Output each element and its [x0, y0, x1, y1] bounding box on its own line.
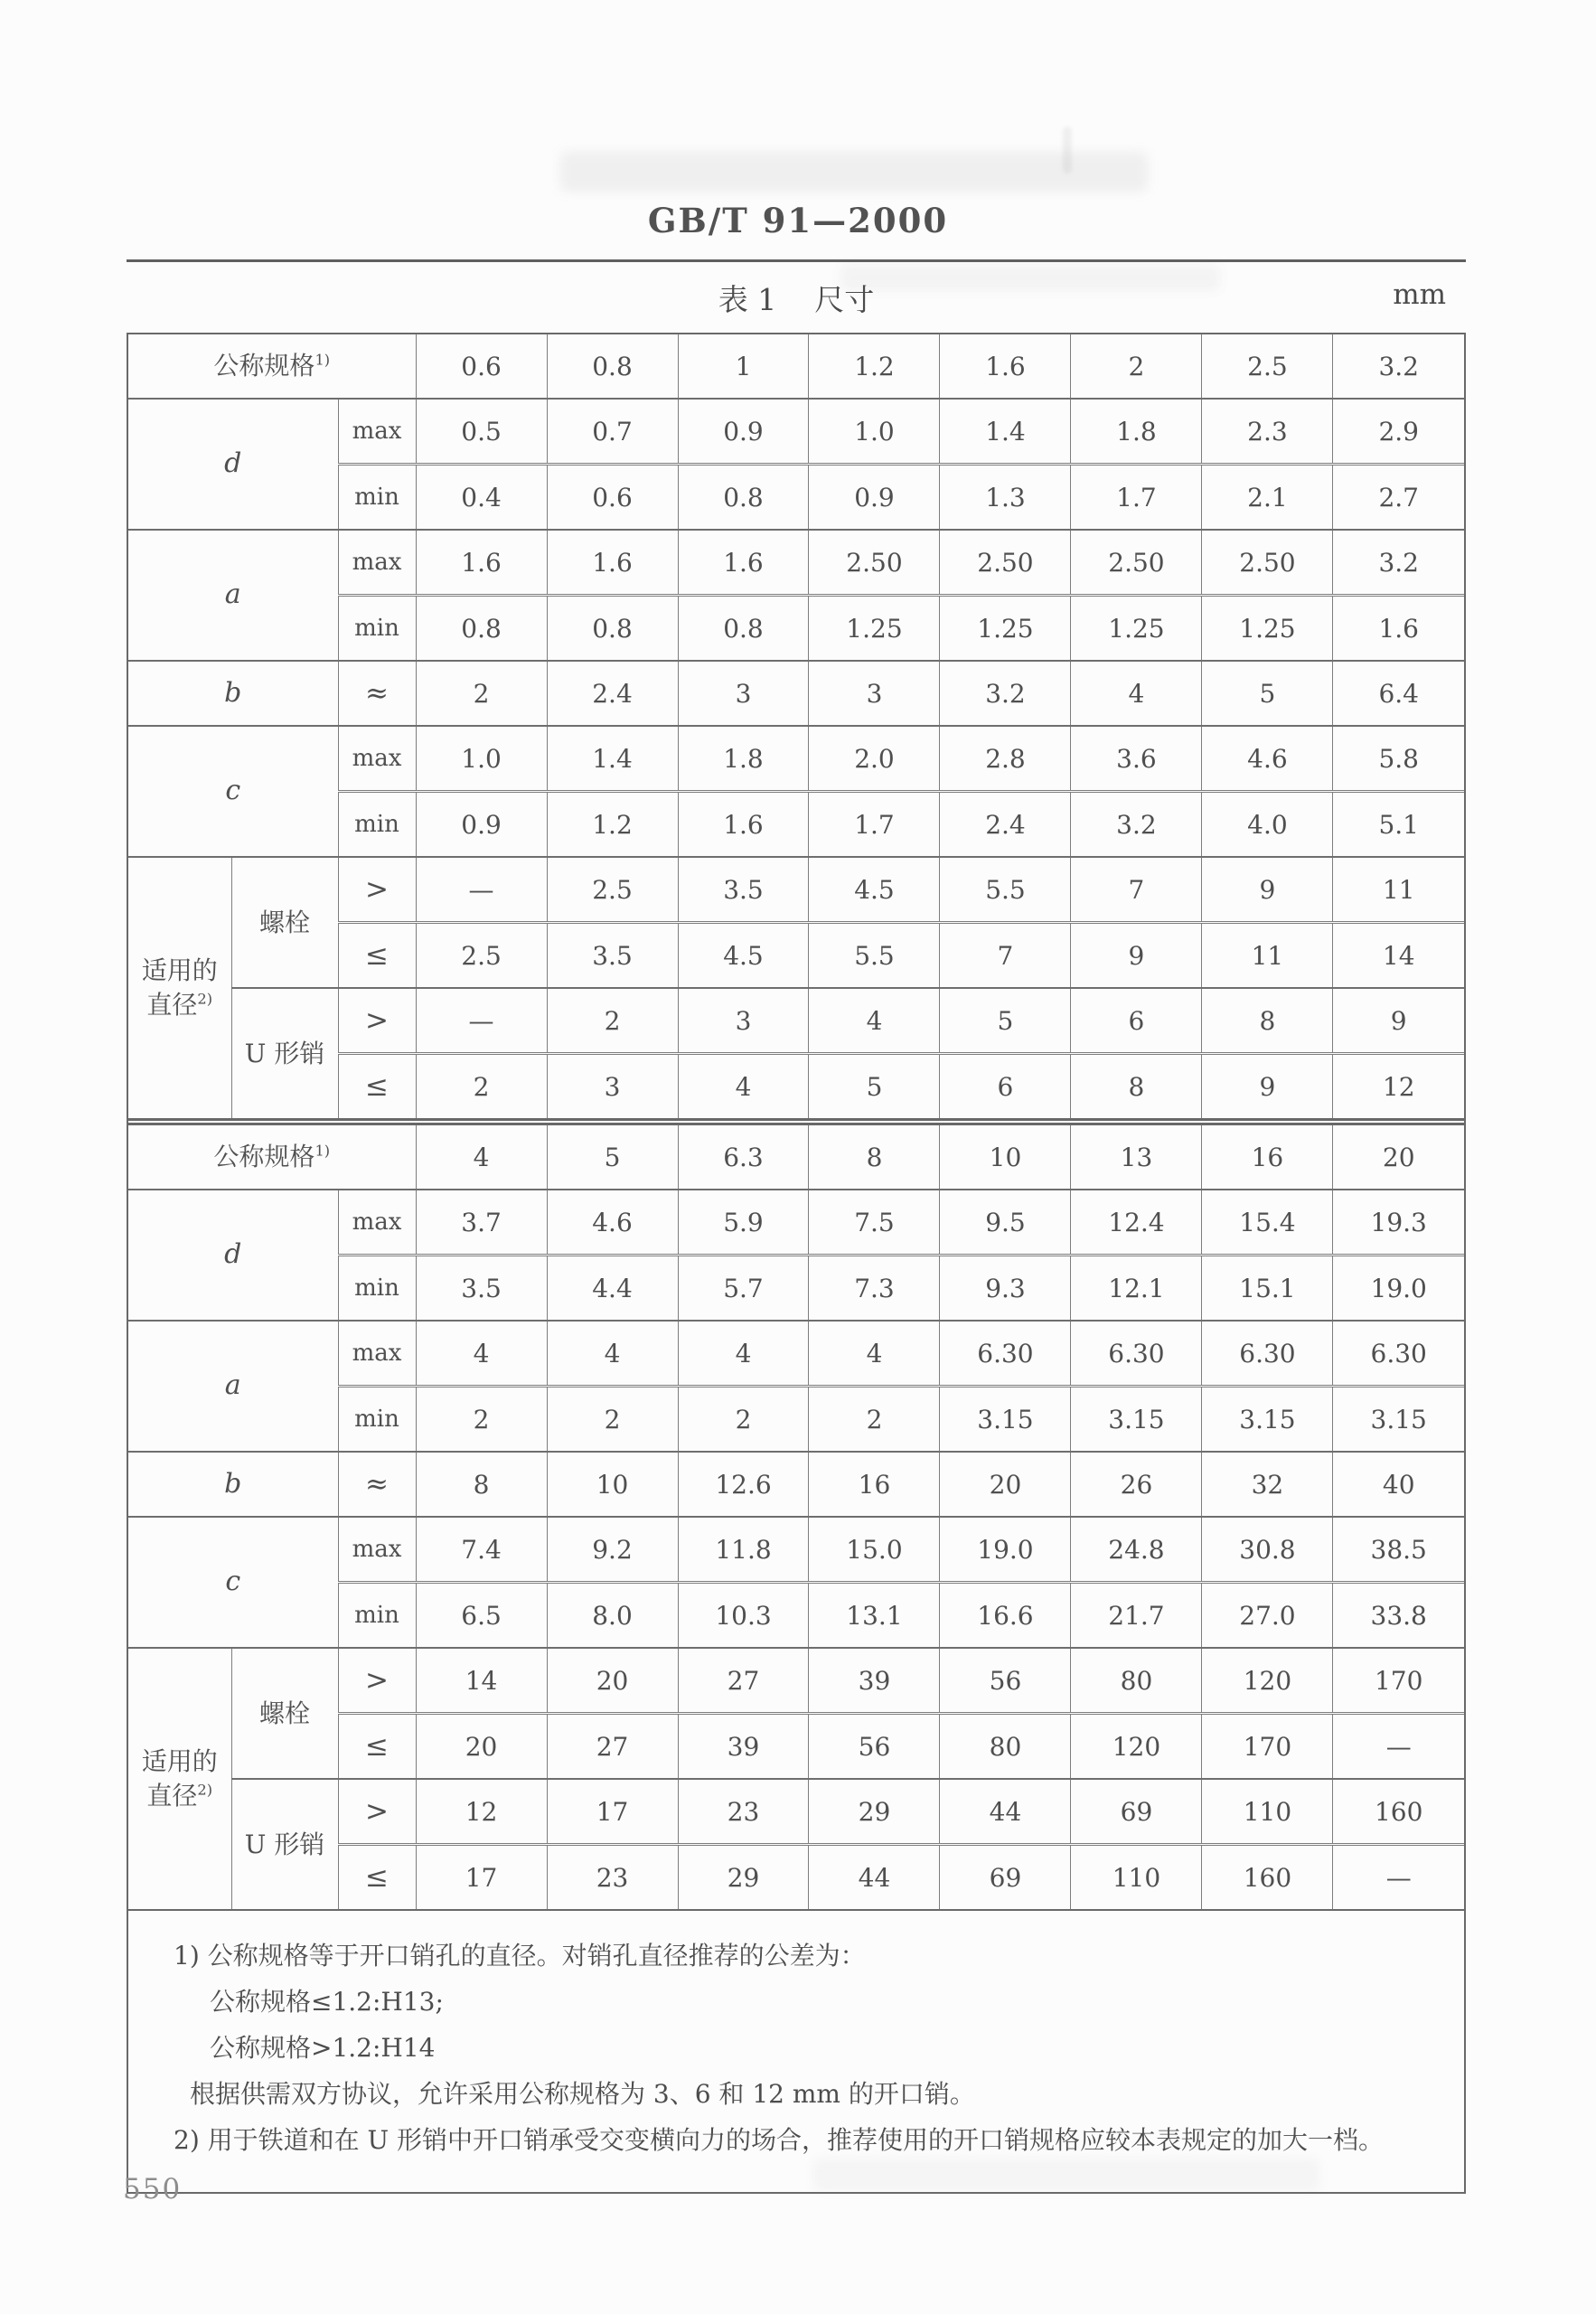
- note-line: 根据供需双方协议，允许采用公称规格为 3、6 和 12 mm 的开口销。: [190, 2079, 975, 2109]
- sub-label: >: [338, 857, 416, 923]
- table-value: 3: [809, 661, 940, 726]
- sub-label: ≤: [338, 923, 416, 989]
- table-value: 5: [1202, 661, 1333, 726]
- table-value: 7.4: [416, 1517, 547, 1583]
- table-value: 1.0: [416, 726, 547, 792]
- footnote-marker: 1): [315, 351, 331, 369]
- table-value: 3.6: [1071, 726, 1202, 792]
- row-subgroup-label: U 形销: [231, 1779, 338, 1909]
- table-row: [128, 661, 1464, 726]
- sub-label: max: [338, 530, 416, 596]
- table-value: 27: [547, 1714, 678, 1780]
- table-value: 29: [678, 1845, 809, 1910]
- sub-label: max: [338, 726, 416, 792]
- table-value: 6.5: [416, 1583, 547, 1649]
- table-value: 14: [416, 1648, 547, 1714]
- sub-label: max: [338, 1517, 416, 1583]
- table-value: 19.0: [940, 1517, 1071, 1583]
- table-value: 110: [1071, 1845, 1202, 1910]
- table-value: 26: [1071, 1452, 1202, 1517]
- nominal-size-row: [128, 334, 1464, 399]
- nominal-size-value: 1.2: [809, 334, 940, 399]
- table-value: 20: [547, 1648, 678, 1714]
- nominal-size-value: 10: [940, 1122, 1071, 1190]
- row-subgroup-label: U 形销: [231, 988, 338, 1122]
- nominal-size-value: 1: [678, 334, 809, 399]
- table-value: 1.8: [678, 726, 809, 792]
- table-value: 12: [416, 1779, 547, 1845]
- table-value: 1.7: [809, 792, 940, 858]
- table-value: 27.0: [1202, 1583, 1333, 1649]
- table-value: 80: [1071, 1648, 1202, 1714]
- sub-label: min: [338, 792, 416, 858]
- table-value: 2.5: [416, 923, 547, 989]
- table-value: 9: [1202, 857, 1333, 923]
- table-value: 30.8: [1202, 1517, 1333, 1583]
- table-value: 13.1: [809, 1583, 940, 1649]
- table-row: [128, 1321, 1464, 1387]
- table-value: 5: [940, 988, 1071, 1054]
- table-value: 56: [809, 1714, 940, 1780]
- table-value: 2: [547, 988, 678, 1054]
- table-value: 120: [1202, 1648, 1333, 1714]
- table-value: 15.0: [809, 1517, 940, 1583]
- sub-label: max: [338, 399, 416, 465]
- row-group-label: b: [128, 661, 338, 726]
- row-group-label: b: [128, 1452, 338, 1517]
- table-value: 0.5: [416, 399, 547, 465]
- table-value: 1.6: [678, 792, 809, 858]
- table-value: —: [1333, 1845, 1464, 1910]
- table-value: 6.30: [1202, 1321, 1333, 1387]
- table-value: 1.2: [547, 792, 678, 858]
- table-value: 2.50: [940, 530, 1071, 596]
- table-notes: [128, 1909, 1464, 2192]
- table-row: [128, 1779, 1464, 1845]
- table-value: 9: [1071, 923, 1202, 989]
- table-value: 2: [416, 1054, 547, 1123]
- table-value: 38.5: [1333, 1517, 1464, 1583]
- table-value: 9: [1202, 1054, 1333, 1123]
- table-value: —: [416, 988, 547, 1054]
- row-subgroup-label: 螺栓: [231, 857, 338, 988]
- nominal-size-value: 3.2: [1333, 334, 1464, 399]
- table-value: 0.4: [416, 465, 547, 531]
- table-value: 6: [1071, 988, 1202, 1054]
- table-value: 1.6: [547, 530, 678, 596]
- table-value: 9.2: [547, 1517, 678, 1583]
- table-value: 17: [547, 1779, 678, 1845]
- table-value: 2.8: [940, 726, 1071, 792]
- applicable-diameter-label: 适用的 直径$^{2)}$: [128, 1648, 231, 1909]
- table-value: 6.30: [1333, 1321, 1464, 1387]
- table-value: 4: [809, 988, 940, 1054]
- table-value: 2.7: [1333, 465, 1464, 531]
- row-group-label: a: [128, 1321, 338, 1452]
- row-group-label: d: [128, 399, 338, 530]
- table-value: 1.3: [940, 465, 1071, 531]
- table-value: 170: [1202, 1714, 1333, 1780]
- table-value: 3.2: [1071, 792, 1202, 858]
- table-value: 3: [678, 661, 809, 726]
- footnote-marker: 1): [315, 1142, 331, 1160]
- table-value: 39: [809, 1648, 940, 1714]
- table-value: 5.1: [1333, 792, 1464, 858]
- table-value: 12.4: [1071, 1190, 1202, 1256]
- table-value: 0.8: [678, 465, 809, 531]
- table-value: 3.15: [940, 1387, 1071, 1453]
- table-value: 160: [1202, 1845, 1333, 1910]
- table-value: 2.1: [1202, 465, 1333, 531]
- sub-label: ≤: [338, 1054, 416, 1123]
- table-value: 2.9: [1333, 399, 1464, 465]
- table-value: 11.8: [678, 1517, 809, 1583]
- table-value: 5.5: [809, 923, 940, 989]
- table-value: 4: [416, 1321, 547, 1387]
- table-value: 170: [1333, 1648, 1464, 1714]
- nominal-size-value: 1.6: [940, 334, 1071, 399]
- table-value: 4.6: [1202, 726, 1333, 792]
- table-value: 12.1: [1071, 1256, 1202, 1322]
- note-line: 1) 公称规格等于开口销孔的直径。对销孔直径推荐的公差为：: [174, 1941, 866, 1971]
- table-value: 4.0: [1202, 792, 1333, 858]
- table-value: —: [416, 857, 547, 923]
- table-value: 12: [1333, 1054, 1464, 1123]
- table-value: 2.4: [547, 661, 678, 726]
- table-value: 6.4: [1333, 661, 1464, 726]
- table-value: 8.0: [547, 1583, 678, 1649]
- sub-label: max: [338, 1321, 416, 1387]
- table-value: 2.50: [1202, 530, 1333, 596]
- table-caption: 表 1 尺寸: [718, 282, 875, 317]
- footnote-marker: 2): [197, 990, 213, 1008]
- table-value: 2: [678, 1387, 809, 1453]
- table-value: 1.7: [1071, 465, 1202, 531]
- table-value: 80: [940, 1714, 1071, 1780]
- table-value: 6.30: [1071, 1321, 1202, 1387]
- table-value: 4.4: [547, 1256, 678, 1322]
- nominal-size-value: 6.3: [678, 1122, 809, 1190]
- table-value: 1.8: [1071, 399, 1202, 465]
- table-value: 4: [547, 1321, 678, 1387]
- table-value: 5: [809, 1054, 940, 1123]
- table-row: [128, 726, 1464, 792]
- table-value: 23: [547, 1845, 678, 1910]
- note-line: 公称规格>1.2:H14: [210, 2033, 436, 2063]
- table-value: 19.3: [1333, 1190, 1464, 1256]
- table-value: 15.1: [1202, 1256, 1333, 1322]
- sub-label: min: [338, 465, 416, 531]
- table-value: 4: [678, 1054, 809, 1123]
- table-value: 4.6: [547, 1190, 678, 1256]
- table-caption-row: [127, 277, 1466, 325]
- table-value: 3.5: [416, 1256, 547, 1322]
- table-value: 44: [940, 1779, 1071, 1845]
- table-row: [128, 530, 1464, 596]
- table-value: 3: [547, 1054, 678, 1123]
- sub-label: min: [338, 1583, 416, 1649]
- sub-label: min: [338, 1387, 416, 1453]
- unit-label: mm: [1393, 278, 1446, 311]
- table-row: [128, 1190, 1464, 1256]
- standard-code: GB/T 91—2000: [647, 201, 949, 240]
- nominal-size-row: [128, 1122, 1464, 1190]
- table-value: 5.7: [678, 1256, 809, 1322]
- table-value: 2: [416, 1387, 547, 1453]
- table-value: 21.7: [1071, 1583, 1202, 1649]
- row-group-label: c: [128, 726, 338, 857]
- table-value: 5.5: [940, 857, 1071, 923]
- table-value: 17: [416, 1845, 547, 1910]
- table-half-1: [128, 334, 1464, 1122]
- table-value: 3.2: [940, 661, 1071, 726]
- table-value: 4.5: [809, 857, 940, 923]
- table-value: 29: [809, 1779, 940, 1845]
- table-value: 3.15: [1333, 1387, 1464, 1453]
- sub-label: >: [338, 1648, 416, 1714]
- table-value: 110: [1202, 1779, 1333, 1845]
- table-value: 3.15: [1202, 1387, 1333, 1453]
- table-value: 8: [416, 1452, 547, 1517]
- table-value: 2.0: [809, 726, 940, 792]
- table-value: 14: [1333, 923, 1464, 989]
- table-value: 1.4: [547, 726, 678, 792]
- table-value: 3.5: [547, 923, 678, 989]
- table-value: 0.9: [678, 399, 809, 465]
- sub-label: >: [338, 988, 416, 1054]
- table-value: 2: [416, 661, 547, 726]
- table-value: 2.4: [940, 792, 1071, 858]
- row-group-label: a: [128, 530, 338, 661]
- note-line: 公称规格≤1.2:H13;: [210, 1987, 444, 2017]
- table-value: 23: [678, 1779, 809, 1845]
- nominal-size-value: 5: [547, 1122, 678, 1190]
- sub-label: ≈: [338, 661, 416, 726]
- sub-label: min: [338, 1256, 416, 1322]
- table-value: 6.30: [940, 1321, 1071, 1387]
- note-line: 2) 用于铁道和在 U 形销中开口销承受交变横向力的场合，推荐使用的开口销规格应较本表规定的加大一档。: [174, 2125, 1385, 2155]
- nominal-size-value: 13: [1071, 1122, 1202, 1190]
- table-value: 5.8: [1333, 726, 1464, 792]
- table-value: 4.5: [678, 923, 809, 989]
- nominal-size-label: 公称规格$^{1)}$: [128, 1122, 416, 1190]
- applicable-diameter-label: 适用的 直径$^{2)}$: [128, 857, 231, 1122]
- table-value: 9: [1333, 988, 1464, 1054]
- table-value: 56: [940, 1648, 1071, 1714]
- table-value: 3: [678, 988, 809, 1054]
- table-value: 0.9: [809, 465, 940, 531]
- nominal-size-value: 16: [1202, 1122, 1333, 1190]
- page-number: 550: [123, 2173, 183, 2206]
- table-value: 2: [547, 1387, 678, 1453]
- table-value: —: [1333, 1714, 1464, 1780]
- table-value: 0.9: [416, 792, 547, 858]
- table-value: 7.5: [809, 1190, 940, 1256]
- row-subgroup-label: 螺栓: [231, 1648, 338, 1779]
- nominal-size-value: 2.5: [1202, 334, 1333, 399]
- table-row: [128, 1648, 1464, 1714]
- table-value: 69: [940, 1845, 1071, 1910]
- table-value: 20: [940, 1452, 1071, 1517]
- table-value: 1.25: [1071, 596, 1202, 662]
- table-value: 8: [1071, 1054, 1202, 1123]
- nominal-size-value: 4: [416, 1122, 547, 1190]
- table-value: 3.2: [1333, 530, 1464, 596]
- table-value: 20: [416, 1714, 547, 1780]
- table-value: 11: [1333, 857, 1464, 923]
- table-value: 0.8: [678, 596, 809, 662]
- nominal-size-value: 2: [1071, 334, 1202, 399]
- table-value: 1.0: [809, 399, 940, 465]
- table-value: 15.4: [1202, 1190, 1333, 1256]
- table-value: 40: [1333, 1452, 1464, 1517]
- table-value: 160: [1333, 1779, 1464, 1845]
- nominal-size-value: 0.8: [547, 334, 678, 399]
- table-value: 7: [1071, 857, 1202, 923]
- table-value: 2.5: [547, 857, 678, 923]
- table-value: 1.25: [809, 596, 940, 662]
- sub-label: max: [338, 1190, 416, 1256]
- table-value: 69: [1071, 1779, 1202, 1845]
- table-row: [128, 857, 1464, 923]
- table-value: 16: [809, 1452, 940, 1517]
- table-frame: [127, 333, 1466, 2194]
- nominal-size-value: 0.6: [416, 334, 547, 399]
- table-value: 9.3: [940, 1256, 1071, 1322]
- sub-label: min: [338, 596, 416, 662]
- table-value: 7: [940, 923, 1071, 989]
- table-half-2: [128, 1122, 1464, 1909]
- table-value: 9.5: [940, 1190, 1071, 1256]
- sub-label: ≤: [338, 1714, 416, 1780]
- table-row: [128, 1517, 1464, 1583]
- footnote-marker: 2): [197, 1781, 213, 1799]
- table-value: 1.4: [940, 399, 1071, 465]
- table-row: [128, 399, 1464, 465]
- table-value: 11: [1202, 923, 1333, 989]
- table-value: 6: [940, 1054, 1071, 1123]
- table-value: 4: [809, 1321, 940, 1387]
- sub-label: ≤: [338, 1845, 416, 1910]
- table-value: 120: [1071, 1714, 1202, 1780]
- table-value: 0.8: [547, 596, 678, 662]
- table-value: 8: [1202, 988, 1333, 1054]
- scan-artifact: [1063, 127, 1072, 174]
- table-value: 1.25: [940, 596, 1071, 662]
- table-value: 3.7: [416, 1190, 547, 1256]
- table-value: 3.5: [678, 857, 809, 923]
- table-value: 1.6: [678, 530, 809, 596]
- table-value: 0.6: [547, 465, 678, 531]
- sub-label: ≈: [338, 1452, 416, 1517]
- table-value: 1.25: [1202, 596, 1333, 662]
- table-value: 2.50: [809, 530, 940, 596]
- table-value: 24.8: [1071, 1517, 1202, 1583]
- table-value: 33.8: [1333, 1583, 1464, 1649]
- table-value: 0.8: [416, 596, 547, 662]
- table-value: 44: [809, 1845, 940, 1910]
- table-value: 16.6: [940, 1583, 1071, 1649]
- row-group-label: d: [128, 1190, 338, 1321]
- table-value: 4: [678, 1321, 809, 1387]
- nominal-size-value: 8: [809, 1122, 940, 1190]
- table-value: 10.3: [678, 1583, 809, 1649]
- table-value: 12.6: [678, 1452, 809, 1517]
- table-value: 19.0: [1333, 1256, 1464, 1322]
- table-value: 7.3: [809, 1256, 940, 1322]
- table-row: [128, 988, 1464, 1054]
- table-value: 27: [678, 1648, 809, 1714]
- table-value: 10: [547, 1452, 678, 1517]
- table-value: 5.9: [678, 1190, 809, 1256]
- table-row: [128, 1452, 1464, 1517]
- table-value: 2.3: [1202, 399, 1333, 465]
- table-value: 1.6: [1333, 596, 1464, 662]
- nominal-size-label: 公称规格$^{1)}$: [128, 334, 416, 399]
- scan-artifact: [560, 152, 1148, 192]
- table-value: 3.15: [1071, 1387, 1202, 1453]
- table-value: 0.7: [547, 399, 678, 465]
- header-rule: [127, 259, 1466, 262]
- table-value: 1.6: [416, 530, 547, 596]
- table-value: 39: [678, 1714, 809, 1780]
- table-value: 2.50: [1071, 530, 1202, 596]
- table-value: 2: [809, 1387, 940, 1453]
- dimension-table: [128, 334, 1464, 1909]
- sub-label: >: [338, 1779, 416, 1845]
- table-value: 32: [1202, 1452, 1333, 1517]
- nominal-size-value: 20: [1333, 1122, 1464, 1190]
- table-value: 4: [1071, 661, 1202, 726]
- row-group-label: c: [128, 1517, 338, 1648]
